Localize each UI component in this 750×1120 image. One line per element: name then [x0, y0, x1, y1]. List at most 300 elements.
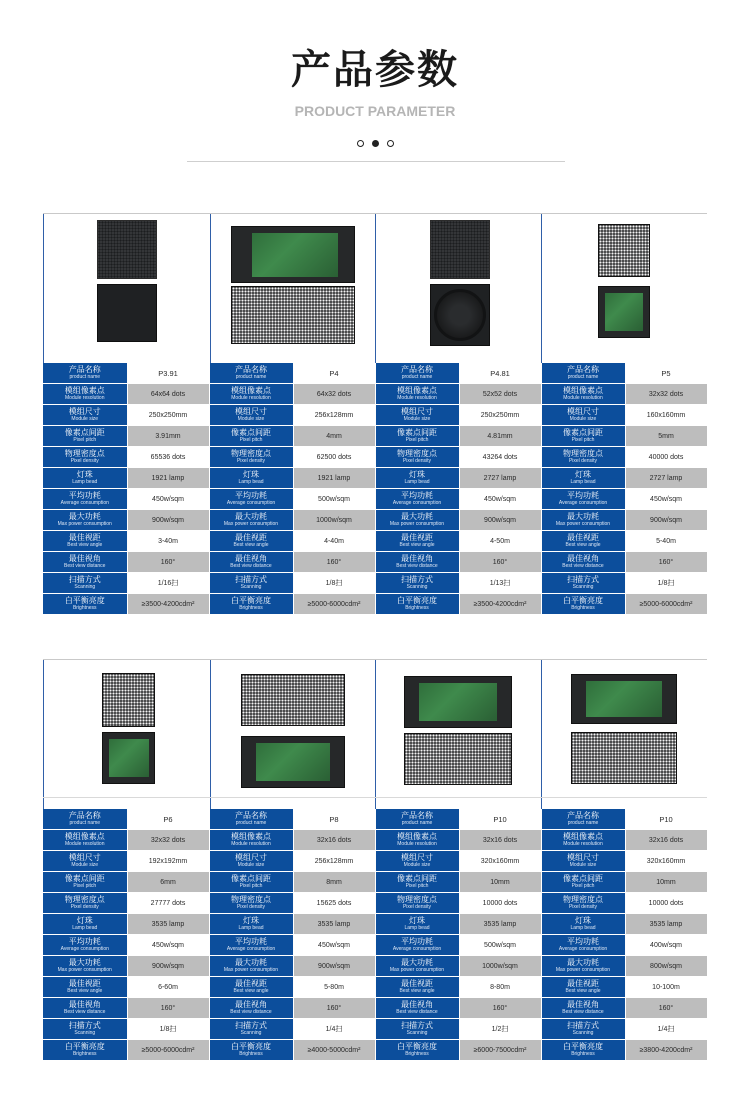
spec-row-view-distance [43, 531, 707, 552]
spec-label-cell [43, 893, 127, 914]
spec-label-cn: 白平衡亮度 [563, 1042, 603, 1051]
spec-label-cell [541, 998, 625, 1019]
spec-label-cn: 产品名称 [235, 811, 267, 820]
section-separator [43, 797, 707, 798]
spec-label-cell [541, 384, 625, 405]
spec-label-cell [209, 851, 293, 872]
spec-label-en: Best view distance [562, 1009, 604, 1015]
spec-label-en: Average consumption [558, 946, 608, 952]
spec-label-cn: 模组尺寸 [68, 407, 101, 416]
spec-label-cell [43, 384, 127, 405]
spec-label-cell [209, 405, 293, 426]
spec-value-view-angle: 160° [127, 552, 209, 573]
spec-label-cn: 物理密度点 [563, 449, 603, 458]
spec-label-en: Pixel density [402, 904, 432, 910]
spec-label-en: Pixel density [568, 458, 598, 464]
spec-label-cn: 最佳视角 [401, 1000, 433, 1009]
spec-label-en: Pixel pitch [405, 883, 429, 889]
spec-label-cell [209, 426, 293, 447]
spec-label-en: Pixel density [70, 458, 99, 464]
spec-label-en: product name [567, 820, 599, 826]
spec-label-cn: 扫描方式 [235, 575, 267, 584]
spec-label-en: Pixel pitch [571, 883, 595, 889]
spec-label-cell [43, 405, 127, 426]
spec-row-view-distance [43, 977, 707, 998]
spec-value-view-angle: 160° [293, 998, 375, 1019]
spec-label-cell [541, 914, 625, 935]
spec-row-resolution [43, 830, 707, 851]
spec-label-cn: 最大功耗 [567, 958, 599, 967]
spec-value-lamp: 3535 lamp [293, 914, 375, 935]
spec-value-avg-power: 450w/sqm [127, 489, 209, 510]
spec-row-brightness [43, 594, 707, 615]
spec-label-cell [43, 956, 127, 977]
spec-label-cell [43, 914, 127, 935]
spec-label-cn: 产品名称 [401, 811, 433, 820]
spec-label-cn: 模组尺寸 [235, 407, 267, 416]
spec-label-en: Module size [569, 416, 597, 422]
spec-label-cell [43, 510, 127, 531]
spec-value-density: 10000 dots [625, 893, 707, 914]
module-back-image [598, 286, 650, 338]
spec-label-cell [375, 998, 459, 1019]
spec-label-cn: 扫描方式 [401, 575, 433, 584]
spec-value-size: 320x160mm [459, 851, 541, 872]
spec-row-name [43, 809, 707, 830]
module-back-image [231, 226, 355, 283]
spec-value-scanning: 1/13扫 [459, 573, 541, 594]
spec-value-pitch: 3.91mm [127, 426, 209, 447]
spec-value-view-angle: 160° [625, 998, 707, 1019]
spec-label-cell [43, 830, 127, 851]
spec-value-lamp: 1921 lamp [127, 468, 209, 489]
spec-value-max-power: 900w/sqm [127, 956, 209, 977]
module-back-image [241, 736, 345, 788]
spec-label-cell [209, 893, 293, 914]
spec-label-cn: 最佳视距 [401, 533, 433, 542]
spec-value-lamp: 3535 lamp [459, 914, 541, 935]
spec-label-cn: 扫描方式 [401, 1021, 433, 1030]
spec-label-cell [209, 594, 293, 615]
spec-label-cn: 最大功耗 [235, 512, 267, 521]
spec-label-en: Best view distance [64, 563, 106, 569]
module-front-image [404, 733, 512, 785]
product-image-cell [541, 660, 707, 810]
spec-label-en: Average consumption [392, 500, 442, 506]
spec-label-cn: 最佳视角 [68, 554, 101, 563]
spec-value-avg-power: 450w/sqm [459, 489, 541, 510]
spec-value-brightness: ≥5000-6000cdm² [127, 1040, 209, 1061]
product-image-cell [209, 660, 376, 810]
spec-label-cell [209, 914, 293, 935]
spec-value-size: 160x160mm [625, 405, 707, 426]
spec-label-cn: 灯珠 [76, 470, 93, 479]
spec-label-en: Lamp bead [404, 925, 430, 931]
spec-label-en: Brightness [72, 605, 97, 611]
spec-value-brightness: ≥6000-7500cdm² [459, 1040, 541, 1061]
spec-label-en: Module size [237, 862, 265, 868]
spec-label-en: product name [69, 374, 101, 380]
spec-label-en: product name [235, 820, 267, 826]
spec-label-cell [541, 935, 625, 956]
spec-label-cell [209, 363, 293, 384]
spec-value-density: 40000 dots [625, 447, 707, 468]
spec-label-cell [375, 426, 459, 447]
spec-value-density: 65536 dots [127, 447, 209, 468]
spec-table [43, 809, 708, 1061]
spec-table-body [43, 363, 707, 615]
spec-value-name: P6 [127, 809, 209, 830]
spec-row-brightness [43, 1040, 707, 1061]
spec-label-cn: 白平衡亮度 [231, 596, 271, 605]
spec-label-en: Module resolution [231, 395, 271, 401]
spec-label-cn: 白平衡亮度 [563, 596, 603, 605]
spec-value-scanning: 1/8扫 [625, 573, 707, 594]
spec-label-cn: 平均功耗 [68, 491, 101, 500]
spec-label-en: Average consumption [558, 500, 608, 506]
spec-label-cn: 像素点间距 [563, 874, 603, 883]
spec-label-en: Average consumption [60, 500, 109, 506]
spec-value-view-distance: 5-80m [293, 977, 375, 998]
spec-label-en: product name [69, 820, 101, 826]
module-back-image [404, 676, 512, 728]
spec-value-brightness: ≥3800-4200cdm² [625, 1040, 707, 1061]
spec-label-cell [43, 872, 127, 893]
spec-label-cell [541, 531, 625, 552]
spec-label-en: Lamp bead [238, 925, 264, 931]
spec-label-cn: 物理密度点 [563, 895, 603, 904]
module-back-image [430, 284, 490, 346]
spec-value-name: P8 [293, 809, 375, 830]
module-front-image [571, 732, 677, 784]
spec-label-en: Module resolution [397, 841, 437, 847]
spec-label-cell [541, 489, 625, 510]
spec-value-brightness: ≥3500-4200cdm² [459, 594, 541, 615]
product-image-cell [541, 214, 707, 364]
spec-label-en: Module resolution [65, 841, 105, 847]
spec-value-view-angle: 160° [127, 998, 209, 1019]
spec-label-cn: 最佳视距 [567, 533, 599, 542]
spec-label-cn: 产品名称 [567, 365, 599, 374]
spec-label-en: Module size [569, 862, 597, 868]
spec-row-name [43, 363, 707, 384]
spec-row-max-power [43, 510, 707, 531]
spec-value-max-power: 1000w/sqm [459, 956, 541, 977]
spec-label-cell [43, 363, 127, 384]
spec-label-cell [375, 489, 459, 510]
spec-row-lamp [43, 468, 707, 489]
spec-label-en: Scanning [572, 584, 594, 590]
spec-label-en: Average consumption [392, 946, 442, 952]
spec-label-cn: 平均功耗 [68, 937, 101, 946]
spec-value-resolution: 64x64 dots [127, 384, 209, 405]
spec-label-cn: 扫描方式 [567, 1021, 599, 1030]
spec-value-name: P10 [625, 809, 707, 830]
spec-label-cn: 最佳视角 [235, 554, 267, 563]
spec-label-en: Module resolution [65, 395, 105, 401]
spec-value-size: 192x192mm [127, 851, 209, 872]
spec-value-pitch: 5mm [625, 426, 707, 447]
spec-label-cn: 模组像素点 [64, 386, 105, 395]
page-title: 产品参数 [291, 47, 459, 93]
spec-label-cell [541, 1040, 625, 1061]
spec-value-name: P4 [293, 363, 375, 384]
spec-label-en: Best view distance [230, 563, 272, 569]
product-image-row [43, 213, 707, 364]
spec-label-cn: 平均功耗 [235, 491, 267, 500]
spec-value-scanning: 1/2扫 [459, 1019, 541, 1040]
spec-value-avg-power: 450w/sqm [625, 489, 707, 510]
spec-label-cell [43, 1040, 127, 1061]
spec-section-2 [43, 659, 707, 1057]
spec-label-cell [375, 1019, 459, 1040]
spec-label-cn: 产品名称 [567, 811, 599, 820]
spec-value-scanning: 1/4扫 [625, 1019, 707, 1040]
spec-label-cn: 最佳视距 [235, 979, 267, 988]
spec-label-en: Best view angle [233, 988, 269, 994]
spec-value-avg-power: 400w/sqm [625, 935, 707, 956]
spec-label-cn: 像素点间距 [64, 874, 105, 883]
decorative-dots [0, 133, 750, 152]
spec-value-name: P10 [459, 809, 541, 830]
product-image-cell [43, 660, 211, 810]
spec-label-en: Best view angle [399, 988, 435, 994]
spec-value-max-power: 900w/sqm [293, 956, 375, 977]
dot-icon [357, 140, 364, 147]
spec-label-en: Lamp bead [570, 479, 596, 485]
spec-row-density [43, 447, 707, 468]
spec-label-cn: 最佳视距 [567, 979, 599, 988]
spec-label-cn: 最佳视角 [567, 1000, 599, 1009]
spec-label-cell [209, 447, 293, 468]
spec-label-cn: 灯珠 [409, 470, 425, 479]
spec-label-en: Module size [71, 862, 99, 868]
spec-label-cn: 白平衡亮度 [397, 596, 437, 605]
spec-label-cn: 灯珠 [575, 916, 591, 925]
spec-label-en: Brightness [405, 1051, 429, 1057]
spec-label-cell [209, 872, 293, 893]
spec-value-view-distance: 6-60m [127, 977, 209, 998]
spec-value-scanning: 1/8扫 [293, 573, 375, 594]
spec-value-lamp: 2727 lamp [459, 468, 541, 489]
spec-label-cell [375, 956, 459, 977]
spec-label-cell [541, 809, 625, 830]
spec-label-cn: 像素点间距 [563, 428, 603, 437]
spec-value-size: 256x128mm [293, 851, 375, 872]
spec-label-cell [541, 468, 625, 489]
spec-label-en: Lamp bead [404, 479, 430, 485]
spec-label-cn: 扫描方式 [68, 1021, 101, 1030]
spec-label-en: Brightness [239, 605, 263, 611]
spec-label-cn: 最大功耗 [401, 512, 433, 521]
spec-value-density: 27777 dots [127, 893, 209, 914]
spec-label-en: Best view angle [565, 988, 601, 994]
spec-label-cn: 物理密度点 [397, 449, 437, 458]
spec-label-cell [375, 363, 459, 384]
spec-label-cell [209, 935, 293, 956]
spec-label-cn: 灯珠 [243, 916, 259, 925]
spec-value-density: 10000 dots [459, 893, 541, 914]
spec-label-en: Lamp bead [570, 925, 596, 931]
spec-value-lamp: 2727 lamp [625, 468, 707, 489]
spec-label-cn: 最大功耗 [68, 958, 101, 967]
spec-label-cell [375, 510, 459, 531]
spec-label-cn: 最佳视角 [68, 1000, 101, 1009]
spec-table-body [43, 809, 707, 1061]
spec-row-scanning [43, 1019, 707, 1040]
spec-label-en: Scanning [240, 1030, 262, 1036]
spec-label-en: Max power consumption [223, 521, 279, 527]
spec-label-cell [209, 1019, 293, 1040]
spec-label-en: Max power consumption [57, 967, 112, 973]
spec-value-name: P4.81 [459, 363, 541, 384]
spec-label-cn: 产品名称 [401, 365, 433, 374]
spec-label-cell [375, 977, 459, 998]
spec-label-cn: 最大功耗 [401, 958, 433, 967]
spec-label-cn: 最佳视距 [401, 979, 433, 988]
spec-value-avg-power: 450w/sqm [293, 935, 375, 956]
spec-label-cn: 扫描方式 [235, 1021, 267, 1030]
spec-value-lamp: 1921 lamp [293, 468, 375, 489]
spec-label-en: Scanning [74, 1030, 96, 1036]
spec-label-cell [375, 384, 459, 405]
spec-value-avg-power: 500w/sqm [459, 935, 541, 956]
spec-label-cell [541, 872, 625, 893]
spec-value-pitch: 4mm [293, 426, 375, 447]
spec-label-en: Lamp bead [72, 925, 98, 931]
spec-label-cn: 白平衡亮度 [397, 1042, 437, 1051]
spec-label-cell [209, 573, 293, 594]
spec-label-en: Best view angle [67, 542, 103, 548]
spec-label-cell [43, 426, 127, 447]
spec-label-en: Brightness [405, 605, 429, 611]
spec-label-cell [209, 998, 293, 1019]
spec-label-en: Scanning [240, 584, 262, 590]
spec-label-cn: 扫描方式 [567, 575, 599, 584]
spec-label-en: Module resolution [397, 395, 437, 401]
spec-value-pitch: 6mm [127, 872, 209, 893]
spec-label-en: Max power consumption [223, 967, 279, 973]
spec-value-view-distance: 4-40m [293, 531, 375, 552]
spec-label-en: Best view distance [396, 1009, 438, 1015]
spec-label-en: Module size [403, 862, 431, 868]
module-front-image [430, 220, 490, 279]
spec-label-cn: 像素点间距 [231, 874, 271, 883]
spec-label-cell [43, 552, 127, 573]
spec-label-cell [541, 830, 625, 851]
spec-value-pitch: 8mm [293, 872, 375, 893]
spec-row-density [43, 893, 707, 914]
spec-label-en: product name [567, 374, 599, 380]
spec-label-cn: 像素点间距 [397, 428, 437, 437]
spec-label-cn: 模组尺寸 [401, 407, 433, 416]
spec-label-cn: 模组像素点 [397, 386, 437, 395]
spec-label-cell [43, 1019, 127, 1040]
spec-row-avg-power [43, 489, 707, 510]
spec-label-cn: 平均功耗 [567, 937, 599, 946]
spec-value-avg-power: 450w/sqm [127, 935, 209, 956]
spec-label-cn: 最佳视角 [235, 1000, 267, 1009]
spec-label-cell [375, 809, 459, 830]
spec-label-cell [375, 830, 459, 851]
module-back-image [102, 732, 155, 784]
spec-label-cell [209, 552, 293, 573]
spec-label-cell [541, 956, 625, 977]
spec-value-avg-power: 500w/sqm [293, 489, 375, 510]
spec-label-cn: 最大功耗 [68, 512, 101, 521]
spec-label-cn: 模组像素点 [64, 832, 105, 841]
spec-label-en: Max power consumption [555, 521, 611, 527]
spec-label-cn: 像素点间距 [397, 874, 437, 883]
spec-label-cell [375, 573, 459, 594]
spec-label-cell [209, 510, 293, 531]
spec-label-cell [375, 468, 459, 489]
spec-value-view-distance: 10-100m [625, 977, 707, 998]
spec-label-cell [43, 809, 127, 830]
spec-label-en: Best view angle [67, 988, 103, 994]
spec-label-cell [541, 1019, 625, 1040]
spec-label-en: Max power consumption [57, 521, 112, 527]
spec-label-cell [43, 531, 127, 552]
spec-row-size [43, 405, 707, 426]
spec-label-cn: 物理密度点 [64, 449, 105, 458]
spec-value-resolution: 32x32 dots [625, 384, 707, 405]
spec-label-cell [209, 956, 293, 977]
spec-label-cn: 物理密度点 [397, 895, 437, 904]
spec-label-en: Module resolution [563, 841, 603, 847]
spec-label-en: Best view distance [562, 563, 604, 569]
spec-value-pitch: 10mm [625, 872, 707, 893]
spec-label-en: Pixel density [236, 458, 266, 464]
spec-row-view-angle [43, 998, 707, 1019]
spec-value-scanning: 1/8扫 [127, 1019, 209, 1040]
dot-icon [387, 140, 394, 147]
module-front-image [241, 674, 345, 726]
product-image-cell [375, 660, 542, 810]
spec-value-pitch: 10mm [459, 872, 541, 893]
spec-label-cell [375, 531, 459, 552]
spec-label-cn: 最大功耗 [235, 958, 267, 967]
spec-label-en: Brightness [239, 1051, 263, 1057]
spec-label-cell [375, 594, 459, 615]
spec-label-cn: 最大功耗 [567, 512, 599, 521]
module-back-image [571, 674, 677, 724]
spec-label-cn: 白平衡亮度 [64, 1042, 105, 1051]
spec-value-density: 43264 dots [459, 447, 541, 468]
spec-label-cn: 模组尺寸 [68, 853, 101, 862]
spec-label-cn: 物理密度点 [64, 895, 105, 904]
spec-row-avg-power [43, 935, 707, 956]
spec-value-density: 62500 dots [293, 447, 375, 468]
spec-label-cn: 产品名称 [235, 365, 267, 374]
spec-value-resolution: 32x16 dots [459, 830, 541, 851]
spec-label-en: Average consumption [226, 500, 276, 506]
spec-value-size: 250x250mm [127, 405, 209, 426]
spec-label-en: product name [401, 820, 433, 826]
spec-label-cn: 白平衡亮度 [231, 1042, 271, 1051]
spec-label-cell [541, 573, 625, 594]
title-divider [187, 161, 565, 162]
spec-value-resolution: 64x32 dots [293, 384, 375, 405]
spec-label-cn: 平均功耗 [401, 491, 433, 500]
spec-label-cell [209, 830, 293, 851]
spec-label-en: Brightness [72, 1051, 97, 1057]
spec-label-en: Max power consumption [389, 967, 445, 973]
spec-label-en: Best view angle [233, 542, 269, 548]
spec-label-en: Module resolution [231, 841, 271, 847]
spec-label-cell [541, 594, 625, 615]
spec-row-size [43, 851, 707, 872]
